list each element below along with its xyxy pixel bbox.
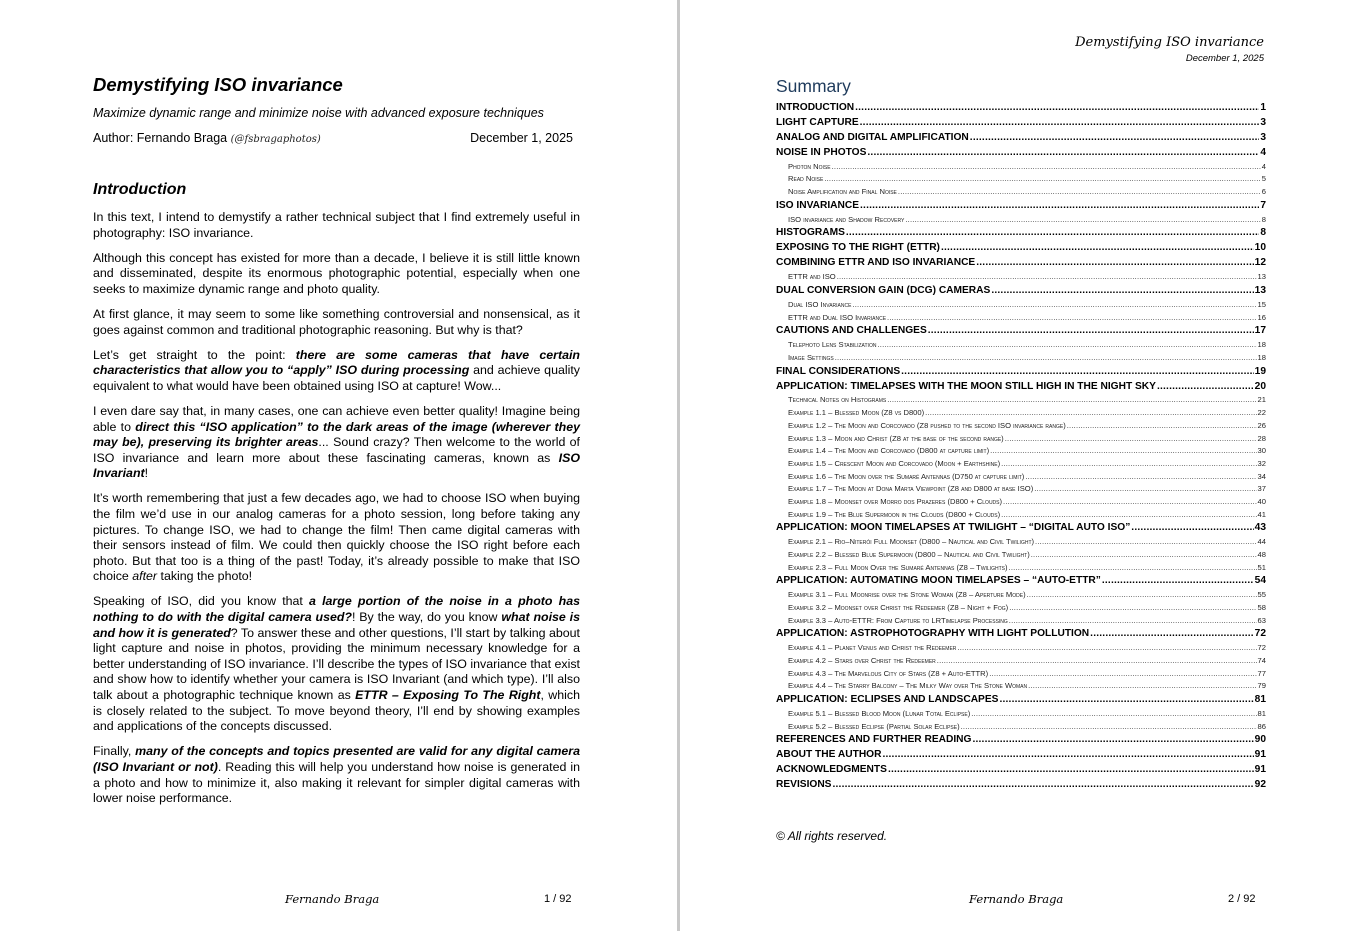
footer-author: Fernando Braga <box>285 892 380 906</box>
toc-entry[interactable] <box>776 101 1266 116</box>
toc-entry-label: Telephoto Lens Stabilization <box>788 340 877 350</box>
toc-entry-page-number: 41 <box>1257 509 1266 519</box>
toc-dot-leader <box>887 312 1257 325</box>
toc-dot-leader <box>1009 615 1257 628</box>
toc-dot-leader <box>867 146 1259 161</box>
toc-dot-leader <box>855 101 1259 116</box>
toc-entry-label: Example 2.1 – Rio–Niterói Full Moonset (D800 – Nautical and Civil Twilight) <box>788 537 1035 547</box>
toc-dot-leader <box>1027 589 1257 602</box>
toc-dot-leader <box>832 161 1261 174</box>
emphasized-text: ISO Invariant <box>93 450 580 481</box>
toc-dot-leader <box>957 642 1256 655</box>
body-paragraph <box>93 404 580 482</box>
toc-dot-leader <box>905 214 1260 227</box>
toc-dot-leader <box>928 324 1254 339</box>
toc-dot-leader <box>1131 521 1253 536</box>
paragraph-text: At first glance, it may seem to some like something controversial and nonsensical, as it goes against common and traditional photographic reasoning. But why is that? <box>93 306 580 337</box>
toc-entry-page-number: 17 <box>1254 325 1266 337</box>
toc-entry[interactable] <box>776 693 1266 708</box>
toc-entry[interactable] <box>776 733 1266 748</box>
paragraph-text: It’s worth remembering that just a few decades ago, we had to choose ISO when buying the film we’d use in our analog cameras for a photo session, long before taking any pictures. To change ISO, we had to change the film! Then came digital cameras with their sensors instead of film. We could then quickly choose the ISO right before each photo. But that too is a thing of the past! Today, it’s already possible to make that ISO choice <box>93 491 580 584</box>
introduction-body <box>93 210 580 816</box>
toc-subentry[interactable] <box>776 496 1266 509</box>
toc-entry[interactable] <box>776 241 1266 256</box>
toc-entry-page-number: 4 <box>1260 146 1266 158</box>
toc-entry[interactable] <box>776 226 1266 241</box>
toc-entry-label: HISTOGRAMS <box>776 227 845 239</box>
toc-entry[interactable] <box>776 380 1266 395</box>
toc-entry-page-number: 81 <box>1254 694 1266 705</box>
toc-dot-leader <box>837 271 1257 284</box>
toc-entry-label: ACKNOWLEDGMENTS <box>776 764 887 776</box>
body-paragraph <box>93 348 580 395</box>
toc-dot-leader <box>1001 458 1256 471</box>
emphasized-text: there are some cameras that have certain characteristics that allow you to “apply” ISO during processing <box>93 347 580 378</box>
toc-dot-leader <box>971 708 1256 721</box>
toc-entry-label: Example 1.1 – Blessed Moon (Z8 vs D800) <box>788 408 925 418</box>
toc-dot-leader <box>1025 471 1256 484</box>
toc-entry[interactable] <box>776 748 1266 763</box>
toc-entry-page-number: 34 <box>1257 471 1266 481</box>
running-header-date: December 1, 2025 <box>1185 53 1264 64</box>
toc-entry-label: Image Settings <box>788 352 834 362</box>
toc-entry-label: APPLICATION: ASTROPHOTOGRAPHY WITH LIGHT POLLUTION <box>776 628 1090 640</box>
table-of-contents <box>776 101 1266 793</box>
toc-entry-label: Example 1.4 – The Moon and Corcovado (D800 at capture limit) <box>788 446 990 456</box>
toc-entry[interactable] <box>776 521 1266 536</box>
toc-subentry[interactable] <box>776 680 1266 693</box>
toc-subentry[interactable] <box>776 589 1266 602</box>
document-title: Demystifying ISO invariance <box>93 74 343 95</box>
toc-entry-page-number: 22 <box>1257 408 1266 418</box>
toc-subentry[interactable] <box>776 615 1266 628</box>
body-paragraph <box>93 210 580 241</box>
toc-entry-page-number: 44 <box>1257 537 1266 547</box>
toc-dot-leader <box>1028 680 1256 693</box>
toc-entry[interactable] <box>776 116 1266 131</box>
toc-subentry[interactable] <box>776 394 1266 407</box>
toc-entry-page-number: 90 <box>1254 734 1266 746</box>
emphasized-text: a large portion of the noise in a photo has nothing to do with the digital camera used? <box>93 594 580 625</box>
toc-entry-label: ISO invariance and Shadow Recovery <box>788 214 905 224</box>
toc-dot-leader <box>1009 602 1256 615</box>
toc-dot-leader <box>1031 549 1257 562</box>
paragraph-text: In this text, I intend to demystify a rather technical subject that I find extremely useful in photography: ISO invariance. <box>93 210 580 240</box>
toc-entry[interactable] <box>776 256 1266 271</box>
paragraph-text: I even dare say that, in many cases, one can achieve even better quality! Imagine being able to <box>93 403 580 434</box>
toc-entry-label: APPLICATION: AUTOMATING MOON TIMELAPSES – “AUTO-ETTR” <box>776 575 1101 587</box>
toc-entry-page-number: 72 <box>1257 643 1266 653</box>
toc-entry-label: REVISIONS <box>776 779 832 791</box>
toc-subentry[interactable] <box>776 271 1266 284</box>
toc-dot-leader <box>1034 483 1256 496</box>
toc-subentry[interactable] <box>776 655 1266 668</box>
toc-entry-page-number: 79 <box>1257 681 1266 691</box>
toc-subentry[interactable] <box>776 708 1266 721</box>
paragraph-text: ! By the way, do you know <box>351 610 502 625</box>
emphasized-text: after <box>132 569 158 584</box>
toc-entry-page-number: 1 <box>1260 102 1266 113</box>
toc-entry-label: FINAL CONSIDERATIONS <box>776 365 901 377</box>
toc-dot-leader <box>1001 509 1256 522</box>
toc-dot-leader <box>1005 433 1257 446</box>
toc-dot-leader <box>925 407 1256 420</box>
toc-entry-label: ABOUT THE AUTHOR <box>776 749 882 761</box>
toc-dot-leader <box>941 241 1254 256</box>
toc-entry-label: Example 1.2 – The Moon and Corcovado (Z8 pushed to the second ISO invariance range) <box>788 420 1066 430</box>
toc-dot-leader <box>937 655 1257 668</box>
toc-dot-leader <box>846 226 1259 241</box>
toc-entry-label: Example 1.8 – Moonset over Morro dos Prazeres (D800 + Clouds) <box>788 496 1003 506</box>
toc-dot-leader <box>989 668 1256 681</box>
toc-entry-label: Example 5.2 – Blessed Eclipse (Partial Solar Eclipse) <box>788 721 960 731</box>
toc-entry-label: Dual ISO Invariance <box>788 299 852 309</box>
toc-subentry[interactable] <box>776 721 1266 734</box>
toc-dot-leader <box>1102 574 1254 589</box>
toc-dot-leader <box>970 131 1260 146</box>
toc-entry[interactable] <box>776 778 1266 793</box>
toc-dot-leader <box>972 733 1253 748</box>
footer-author: Fernando Braga <box>969 892 1064 906</box>
toc-subentry[interactable] <box>776 173 1266 186</box>
toc-dot-leader <box>860 199 1259 214</box>
toc-entry-label: Example 4.4 – The Starry Balcony – The Milky Way over The Stone Woman <box>788 681 1028 691</box>
toc-dot-leader <box>991 284 1253 299</box>
toc-entry-page-number: 77 <box>1257 668 1266 678</box>
emphasized-text: what noise is and how it is generated <box>93 610 580 640</box>
toc-subentry[interactable] <box>776 536 1266 549</box>
toc-entry[interactable] <box>776 284 1266 299</box>
paragraph-text: . Reading this will help you understand how noise is generated in a photo and how to minimize it, also making it relevant for simpler digital cameras with lower noise performance. <box>93 759 580 806</box>
toc-entry-page-number: 72 <box>1254 628 1266 640</box>
paragraph-text: Although this concept has existed for more than a decade, I believe it is still little known and disseminated, despite its enormous photographic potential, especially when one seeks to maximize dynamic range and photo quality. <box>93 250 580 296</box>
toc-entry-label: Example 4.3 – The Marvelous City of Stars (Z8 + Auto-ETTR) <box>788 668 989 678</box>
toc-dot-leader <box>888 763 1254 778</box>
toc-dot-leader <box>835 352 1257 365</box>
paragraph-text: and achieve quality equivalent to what would have been obtained using ISO at capture! Wow... <box>93 363 580 393</box>
toc-entry[interactable] <box>776 324 1266 339</box>
toc-dot-leader <box>1090 627 1253 642</box>
toc-entry-label: Example 4.2 – Stars over Christ the Redeemer <box>788 655 936 665</box>
paragraph-text: Let’s get straight to the point: <box>93 347 296 362</box>
toc-subentry[interactable] <box>776 214 1266 227</box>
toc-entry[interactable] <box>776 763 1266 778</box>
toc-entry-page-number: 3 <box>1260 116 1266 128</box>
toc-entry-page-number: 81 <box>1257 708 1266 718</box>
toc-dot-leader <box>887 394 1256 407</box>
toc-subentry[interactable] <box>776 352 1266 365</box>
paragraph-text: ? To answer these and other questions, I’ll start by talking about light capture and noise in photos, providing the minimum necessary knowledge for a better understanding of ISO invariance. I’ll describe the types of ISO invariance that exist and show how to identify whether your camera is ISO Invariant (and which type). I’ll also talk about a photographic technique known as <box>93 625 580 703</box>
toc-dot-leader <box>901 365 1254 380</box>
toc-entry-label: DUAL CONVERSION GAIN (DCG) CAMERAS <box>776 284 991 296</box>
toc-entry-page-number: 6 <box>1261 187 1266 197</box>
toc-subentry[interactable] <box>776 420 1266 433</box>
toc-dot-leader <box>877 339 1256 352</box>
document-subtitle: Maximize dynamic range and minimize noise with advanced exposure techniques <box>93 106 544 120</box>
toc-entry-page-number: 30 <box>1257 446 1266 456</box>
toc-entry-page-number: 86 <box>1257 721 1266 731</box>
document-date: December 1, 2025 <box>470 131 573 145</box>
toc-entry-label: Example 4.1 – Planet Venus and Christ the Redeemer <box>788 643 957 653</box>
toc-entry-page-number: 92 <box>1254 779 1266 791</box>
toc-subentry[interactable] <box>776 312 1266 325</box>
toc-entry-page-number: 13 <box>1257 272 1266 282</box>
paragraph-text: Finally, <box>93 744 136 759</box>
paragraph-text: Speaking of ISO, did you know that <box>93 594 310 609</box>
toc-dot-leader <box>990 445 1256 458</box>
toc-entry-label: COMBINING ETTR AND ISO INVARIANCE <box>776 257 976 269</box>
toc-entry-label: APPLICATION: ECLIPSES AND LANDSCAPES <box>776 694 999 705</box>
toc-entry-page-number: 12 <box>1254 257 1266 269</box>
toc-entry-page-number: 54 <box>1254 575 1266 587</box>
toc-subentry[interactable] <box>776 299 1266 312</box>
toc-entry-label: APPLICATION: TIMELAPSES WITH THE MOON STILL HIGH IN THE NIGHT SKY <box>776 380 1156 392</box>
toc-subentry[interactable] <box>776 642 1266 655</box>
toc-entry-label: ANALOG AND DIGITAL AMPLIFICATION <box>776 131 969 143</box>
toc-dot-leader <box>898 186 1261 199</box>
toc-entry-page-number: 3 <box>1260 131 1266 143</box>
toc-dot-leader <box>1003 496 1257 509</box>
toc-subentry[interactable] <box>776 602 1266 615</box>
toc-entry-label: Example 1.6 – The Moon over the Sumaré Antennas (D750 at capture limit) <box>788 471 1025 481</box>
toc-entry-label: CAUTIONS AND CHALLENGES <box>776 325 927 337</box>
summary-heading: Summary <box>776 76 851 96</box>
toc-dot-leader <box>1157 380 1254 395</box>
toc-entry-page-number: 74 <box>1257 655 1266 665</box>
toc-entry-page-number: 51 <box>1257 562 1266 572</box>
toc-entry-label: Technical Notes on Histograms <box>788 395 887 405</box>
toc-entry-label: Photon Noise <box>788 161 831 171</box>
emphasized-text: many of the concepts and topics presented are valid for any digital camera (ISO Invariant or not) <box>93 744 580 774</box>
toc-subentry[interactable] <box>776 433 1266 446</box>
toc-entry-label: LIGHT CAPTURE <box>776 116 859 128</box>
toc-dot-leader <box>961 721 1257 734</box>
toc-entry[interactable] <box>776 199 1266 214</box>
toc-entry-label: NOISE IN PHOTOS <box>776 146 867 158</box>
toc-entry[interactable] <box>776 146 1266 161</box>
toc-entry-page-number: 18 <box>1257 352 1266 362</box>
toc-entry-page-number: 48 <box>1257 549 1266 559</box>
paragraph-text: , which is closely related to the subject. To move beyond theory, I’ll end by showing examples and applications of the concepts discussed. <box>93 688 580 734</box>
body-paragraph <box>93 307 580 338</box>
body-paragraph <box>93 744 580 806</box>
toc-entry-label: EXPOSING TO THE RIGHT (ETTR) <box>776 242 940 254</box>
toc-subentry[interactable] <box>776 471 1266 484</box>
paragraph-text: ! <box>144 466 149 481</box>
toc-entry-page-number: 4 <box>1261 161 1266 171</box>
toc-entry-page-number: 10 <box>1254 242 1266 254</box>
toc-entry-page-number: 63 <box>1257 615 1266 625</box>
toc-subentry[interactable] <box>776 509 1266 522</box>
toc-entry-page-number: 26 <box>1257 420 1266 430</box>
paragraph-text: ... Sound crazy? Then welcome to the world of ISO invariance and learn more about these fascinating cameras, known as <box>93 435 580 465</box>
toc-subentry[interactable] <box>776 483 1266 496</box>
toc-dot-leader <box>860 116 1260 131</box>
footer-page-number: 1 / 92 <box>544 893 572 905</box>
toc-entry-label: APPLICATION: MOON TIMELAPSES AT TWILIGHT – “DIGITAL AUTO ISO” <box>776 522 1131 534</box>
document-page-2 <box>680 0 1354 931</box>
toc-dot-leader <box>976 256 1253 271</box>
author-line <box>93 131 573 145</box>
toc-subentry[interactable] <box>776 161 1266 174</box>
toc-entry-label: ETTR and Dual ISO Invariance <box>788 312 887 322</box>
toc-entry-page-number: 7 <box>1260 199 1266 211</box>
toc-entry-label: INTRODUCTION <box>776 102 855 113</box>
toc-entry-page-number: 91 <box>1254 764 1266 776</box>
toc-entry-page-number: 16 <box>1257 312 1266 322</box>
toc-subentry[interactable] <box>776 562 1266 575</box>
toc-entry-label: Example 3.3 – Auto-ETTR: From Capture to LRTimelapse Processing <box>788 615 1008 625</box>
toc-entry-label: Example 1.7 – The Moon at Dona Marta Viewpoint (Z8 and D800 at base ISO) <box>788 484 1034 494</box>
emphasized-text: ETTR – Exposing To The Right <box>355 688 541 703</box>
toc-subentry[interactable] <box>776 339 1266 352</box>
toc-entry-page-number: 55 <box>1257 590 1266 600</box>
toc-subentry[interactable] <box>776 407 1266 420</box>
toc-subentry[interactable] <box>776 549 1266 562</box>
toc-entry-page-number: 15 <box>1257 299 1266 309</box>
toc-entry-page-number: 40 <box>1257 496 1266 506</box>
toc-dot-leader <box>999 693 1253 708</box>
section-heading-introduction: Introduction <box>93 181 187 198</box>
toc-entry-page-number: 32 <box>1257 458 1266 468</box>
toc-entry-page-number: 21 <box>1257 395 1266 405</box>
toc-entry-label: Example 1.9 – The Blue Supermoon in the Clouds (D800 + Clouds) <box>788 509 1001 519</box>
toc-entry-label: Example 2.3 – Full Moon Over the Sumaré Antennas (Z8 – Twilights) <box>788 562 1008 572</box>
author-name: Author: Fernando Braga <box>93 131 231 145</box>
toc-dot-leader <box>852 299 1256 312</box>
toc-entry-label: Read Noise <box>788 174 824 184</box>
paragraph-text: taking the photo! <box>157 569 253 584</box>
toc-entry[interactable] <box>776 627 1266 642</box>
toc-entry-page-number: 20 <box>1254 380 1266 392</box>
body-paragraph <box>93 491 580 585</box>
toc-entry-page-number: 13 <box>1254 284 1266 296</box>
toc-dot-leader <box>824 173 1260 186</box>
toc-entry-page-number: 28 <box>1257 433 1266 443</box>
body-paragraph <box>93 251 580 298</box>
toc-entry[interactable] <box>776 131 1266 146</box>
toc-subentry[interactable] <box>776 458 1266 471</box>
toc-entry-label: Example 2.2 – Blessed Blue Supermoon (D800 – Nautical and Civil Twilight) <box>788 549 1030 559</box>
toc-entry-page-number: 8 <box>1261 214 1266 224</box>
toc-entry-page-number: 5 <box>1261 174 1266 184</box>
footer-page-number: 2 / 92 <box>1228 893 1256 905</box>
toc-entry-page-number: 58 <box>1257 602 1266 612</box>
toc-entry-label: Example 3.1 – Full Moonrise over the Stone Woman (Z8 – Aperture Mode) <box>788 590 1026 600</box>
toc-subentry[interactable] <box>776 445 1266 458</box>
running-header-title: Demystifying ISO invariance <box>1075 35 1264 50</box>
toc-subentry[interactable] <box>776 668 1266 681</box>
toc-entry-page-number: 43 <box>1254 522 1266 534</box>
toc-dot-leader <box>1067 420 1257 433</box>
toc-entry-label: Example 3.2 – Moonset over Christ the Redeemer (Z8 – Night + Fog) <box>788 602 1009 612</box>
toc-entry-page-number: 19 <box>1254 365 1266 377</box>
toc-dot-leader <box>1009 562 1257 575</box>
toc-entry[interactable] <box>776 365 1266 380</box>
toc-dot-leader <box>1035 536 1257 549</box>
toc-entry-label: Noise Amplification and Final Noise <box>788 187 897 197</box>
toc-entry-label: ISO INVARIANCE <box>776 199 860 211</box>
toc-entry-label: Example 1.5 – Crescent Moon and Corcovado (Moon + Earthshine) <box>788 458 1001 468</box>
emphasized-text: direct this “ISO application” to the dark areas of the image (wherever they may be), preserving its brighter areas <box>93 419 580 450</box>
toc-entry-page-number: 8 <box>1260 227 1266 239</box>
author-handle: (@fsbragaphotos) <box>230 134 321 145</box>
toc-entry-label: Example 1.3 – Moon and Christ (Z8 at the base of the second range) <box>788 433 1004 443</box>
toc-entry-label: Example 5.1 – Blessed Blood Moon (Lunar Total Eclipse) <box>788 708 971 718</box>
body-paragraph <box>93 594 580 734</box>
toc-entry-page-number: 91 <box>1254 749 1266 761</box>
copyright-notice: © All rights reserved. <box>776 829 888 843</box>
toc-entry[interactable] <box>776 574 1266 589</box>
toc-entry-page-number: 37 <box>1257 484 1266 494</box>
toc-entry-label: REFERENCES AND FURTHER READING <box>776 734 972 746</box>
toc-subentry[interactable] <box>776 186 1266 199</box>
toc-dot-leader <box>832 778 1253 793</box>
toc-dot-leader <box>882 748 1253 763</box>
toc-entry-label: ETTR and ISO <box>788 272 836 282</box>
toc-entry-page-number: 18 <box>1257 340 1266 350</box>
